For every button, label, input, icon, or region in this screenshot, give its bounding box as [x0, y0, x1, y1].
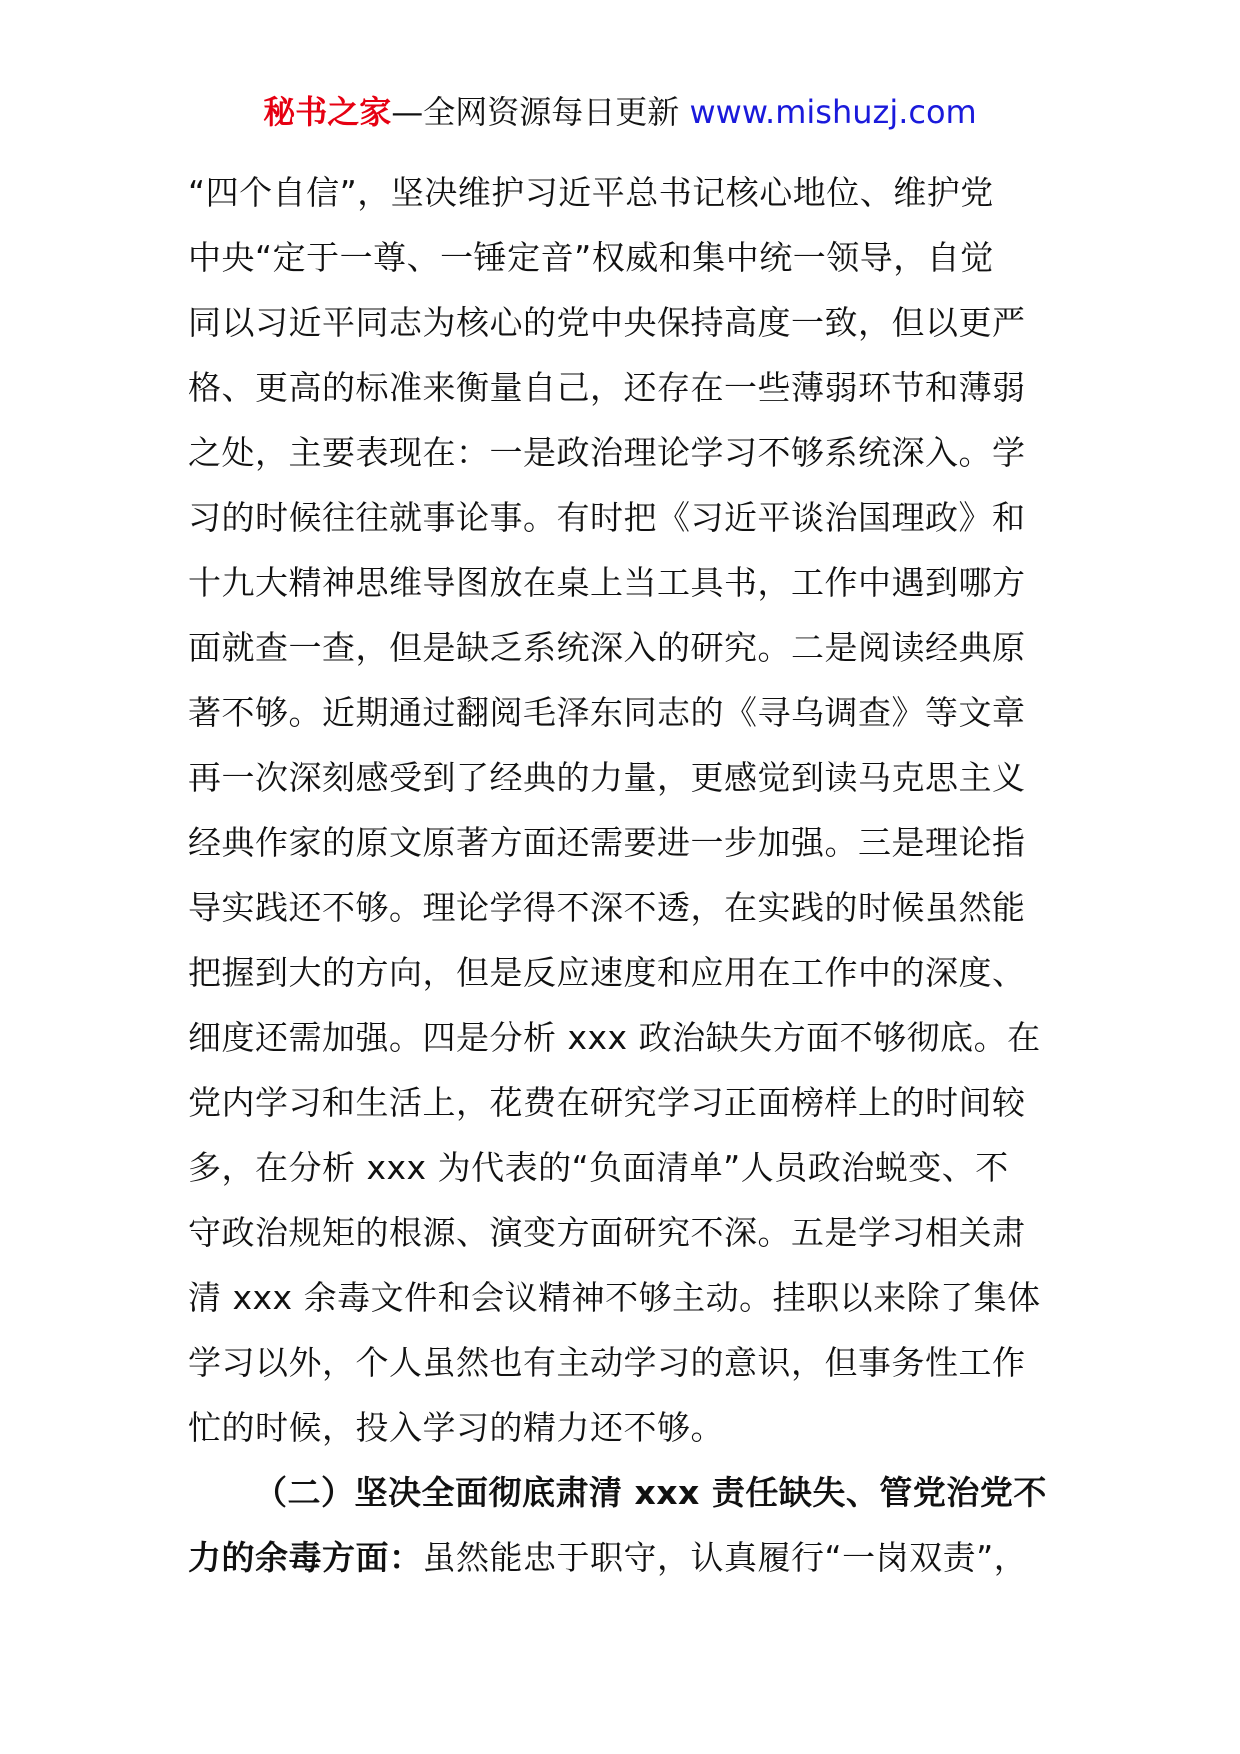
body-line: 习的时候往往就事论事。有时把《习近平谈治国理政》和 — [188, 498, 1026, 537]
body-line: 忙的时候，投入学习的精力还不够。 — [188, 1408, 724, 1447]
body-line: 之处，主要表现在：一是政治理论学习不够系统深入。学 — [188, 433, 1026, 472]
document-body — [188, 160, 1058, 1590]
body-line: 党内学习和生活上，花费在研究学习正面榜样上的时间较 — [188, 1083, 1026, 1122]
body-line: “四个自信”，坚决维护习近平总书记核心地位、维护党 — [188, 173, 994, 212]
section-heading: （二）坚决全面彻底肃清 xxx 责任缺失、管党治党不 — [254, 1473, 1047, 1512]
body-line: 多，在分析 xxx 为代表的“负面清单”人员政治蜕变、不 — [188, 1148, 1009, 1187]
section-text: 虽然能忠于职守，认真履行“一岗双责”， — [422, 1538, 1028, 1577]
body-line: 细度还需加强。四是分析 xxx 政治缺失方面不够彻底。在 — [188, 1018, 1041, 1057]
section-heading-tail: 力的余毒方面： — [188, 1538, 423, 1577]
body-line: 导实践还不够。理论学得不深不透，在实践的时候虽然能 — [188, 888, 1026, 927]
page-header — [0, 92, 1240, 132]
body-line: 面就查一查，但是缺乏系统深入的研究。二是阅读经典原 — [188, 628, 1026, 667]
body-line: 清 xxx 余毒文件和会议精神不够主动。挂职以来除了集体 — [188, 1278, 1041, 1317]
header-tagline: —全网资源每日更新 — [391, 93, 690, 131]
body-line: 守政治规矩的根源、演变方面研究不深。五是学习相关肃 — [188, 1213, 1026, 1252]
body-line: 学习以外，个人虽然也有主动学习的意识，但事务性工作 — [188, 1343, 1026, 1382]
body-line: 著不够。近期通过翻阅毛泽东同志的《寻乌调查》等文章 — [188, 693, 1026, 732]
body-line: 再一次深刻感受到了经典的力量，更感觉到读马克思主义 — [188, 758, 1026, 797]
body-line: 十九大精神思维导图放在桌上当工具书，工作中遇到哪方 — [188, 563, 1026, 602]
brand-name: 秘书之家 — [263, 93, 392, 131]
body-line: 格、更高的标准来衡量自己，还存在一些薄弱环节和薄弱 — [188, 368, 1026, 407]
body-line: 经典作家的原文原著方面还需要进一步加强。三是理论指 — [188, 823, 1026, 862]
body-line: 同以习近平同志为核心的党中央保持高度一致，但以更严 — [188, 303, 1026, 342]
body-line: 把握到大的方向，但是反应速度和应用在工作中的深度、 — [188, 953, 1026, 992]
section-heading-continuation — [188, 1525, 1058, 1590]
site-url-link[interactable]: www.mishuzj.com — [689, 93, 977, 131]
body-line: 中央“定于一尊、一锤定音”权威和集中统一领导，自觉 — [188, 238, 994, 277]
